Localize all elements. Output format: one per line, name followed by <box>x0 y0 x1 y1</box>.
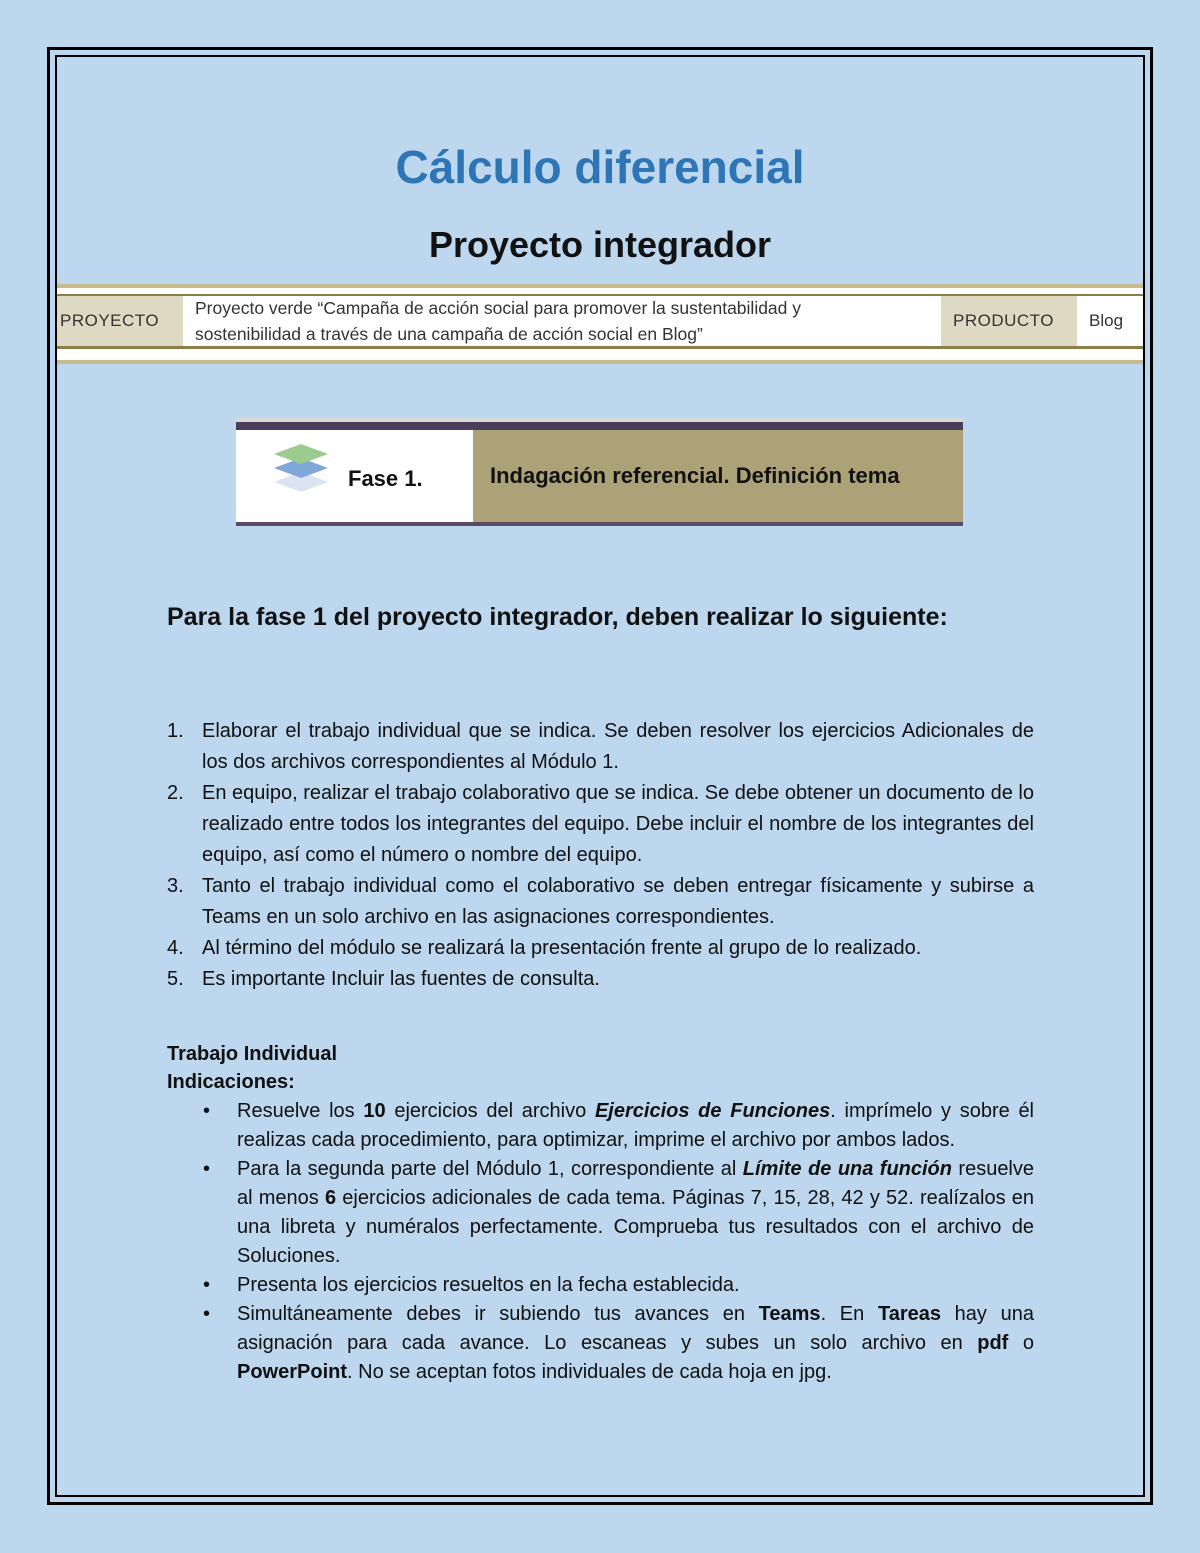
bullet-mark: • <box>203 1158 211 1180</box>
bold-run: pdf <box>977 1332 1009 1354</box>
proyecto-value-line1: Proyecto verde “Campaña de acción social para promover la sustentabilidad y <box>195 298 802 318</box>
bold-run: Tareas <box>877 1303 941 1325</box>
bullet-item <box>203 1097 1034 1155</box>
project-bottom-rule <box>57 360 1143 364</box>
bullet-mark: • <box>203 1303 211 1325</box>
text-run: . En <box>820 1303 878 1325</box>
list-text: Es importante Incluir las fuentes de consulta. <box>202 968 600 990</box>
producto-label: PRODUCTO <box>941 296 1077 346</box>
fase-title: Indagación referencial. Definición tema <box>490 463 900 488</box>
list-item <box>167 778 1034 871</box>
layers-icon <box>266 434 336 501</box>
indicaciones-label: Indicaciones: <box>167 1071 295 1093</box>
instructions-list <box>167 716 1034 995</box>
bold-run: 6 <box>324 1187 337 1209</box>
text-run: Resuelve los <box>237 1100 364 1122</box>
text-run: Para la segunda parte del Módulo 1, correspondiente al <box>237 1158 743 1180</box>
bullet-mark: • <box>203 1100 211 1122</box>
document-title: Cálculo diferencial <box>395 141 805 193</box>
bold-italic-run: Ejercicios de Funciones <box>594 1100 831 1122</box>
text-run: ejercicios del archivo <box>385 1100 595 1122</box>
text-run: . No se aceptan fotos individuales de cada hoja en jpg. <box>347 1361 832 1383</box>
instructions-heading: Para la fase 1 del proyecto integrador, deben realizar lo siguiente: <box>167 603 948 631</box>
text-run: Presenta los ejercicios resueltos en la fecha establecida. <box>237 1274 740 1296</box>
bullet-item <box>203 1300 1034 1387</box>
fase-title-panel <box>473 430 963 522</box>
project-table <box>57 294 1143 349</box>
list-item <box>167 933 1034 964</box>
text-run: o <box>1008 1332 1034 1354</box>
indicaciones-list <box>203 1097 1034 1387</box>
list-text: Al término del módulo se realizará la presentación frente al grupo de lo realizado. <box>202 937 922 959</box>
list-text: Elaborar el trabajo individual que se indica. Se deben resolver los ejercicios Adicionales de los dos archivos correspondientes al Módulo 1. <box>202 720 1034 773</box>
list-number: 2. <box>167 782 184 804</box>
producto-value: Blog <box>1077 296 1143 346</box>
proyecto-value-line2: sostenibilidad a través de una campaña de acción social en Blog” <box>195 324 703 344</box>
fase-top-bar <box>236 422 963 430</box>
trabajo-individual-heading <box>167 1040 337 1096</box>
bullet-mark: • <box>203 1274 211 1296</box>
list-number: 1. <box>167 720 184 742</box>
bold-italic-run: Límite de una función <box>742 1158 952 1180</box>
list-number: 3. <box>167 875 184 897</box>
text-run: hay una asignación para cada avance. Lo escaneas y subes un solo archivo en <box>237 1303 1034 1354</box>
list-number: 4. <box>167 937 184 959</box>
list-item <box>167 964 1034 995</box>
trabajo-individual-title: Trabajo Individual <box>167 1043 338 1065</box>
fase-banner <box>236 418 963 526</box>
text-run: Simultáneamente debes ir subiendo tus avances en <box>237 1303 759 1325</box>
bold-run: Teams <box>758 1303 821 1325</box>
list-item <box>167 871 1034 933</box>
list-item <box>167 716 1034 778</box>
bullet-item <box>203 1155 1034 1271</box>
project-top-rule <box>57 284 1143 288</box>
proyecto-value <box>183 296 941 346</box>
text-run: . imprímelo y sobre él realizas cada procedimiento, para optimizar, imprime el archivo por ambos lados. <box>237 1100 1035 1151</box>
list-text: Tanto el trabajo individual como el colaborativo se deben entregar físicamente y subirse a Teams en un solo archivo en las asignaciones correspondientes. <box>202 875 1034 928</box>
fase-label: Fase 1. <box>348 466 423 491</box>
text-run: resuelve al menos <box>237 1158 1035 1209</box>
list-text: En equipo, realizar el trabajo colaborativo que se indica. Se debe obtener un documento de lo realizado entre todos los integrantes del equipo. Debe incluir el nombre de los integrantes del equipo, así como el número o nombre del equipo. <box>202 782 1034 866</box>
bullet-item <box>203 1271 1034 1300</box>
list-number: 5. <box>167 968 184 990</box>
text-run: ejercicios adicionales de cada tema. Páginas 7, 15, 28, 42 y 52. realízalos en una libreta y numéralos perfectamente. Comprueba tus resultados con el archivo de Soluciones. <box>237 1187 1034 1267</box>
proyecto-label: PROYECTO <box>57 296 183 346</box>
document-subtitle: Proyecto integrador <box>428 224 772 265</box>
bold-run: 10 <box>363 1100 386 1122</box>
bold-run: PowerPoint <box>237 1361 348 1383</box>
